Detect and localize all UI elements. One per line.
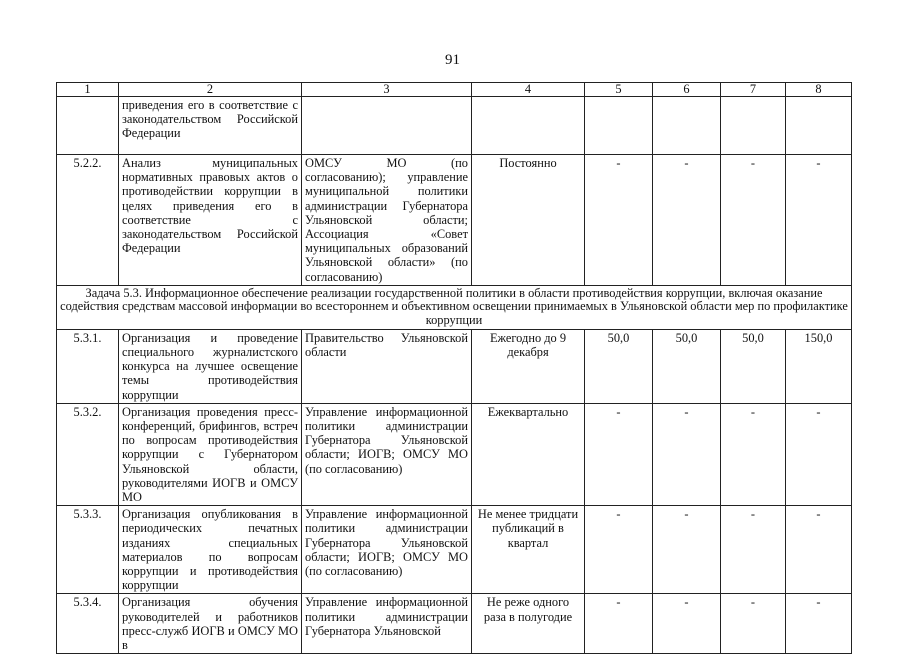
row-c7: - xyxy=(721,403,786,505)
row-executor: Правительство Ульяновской области xyxy=(302,329,472,403)
table-row xyxy=(57,506,852,594)
task-heading: Задача 5.3. Информационное обеспечение реализации государственной политики в области противодействия коррупции, включая оказание содействия средствам массовой информации во всестороннем и объективном освещении принимаемых в Ульяновской области мер по профилактике коррупции xyxy=(57,285,852,329)
task-row xyxy=(57,285,852,329)
page-number: 91 xyxy=(445,52,460,68)
row-number: 5.3.3. xyxy=(57,506,119,594)
row-number: 5.2.2. xyxy=(57,155,119,286)
header-cell: 8 xyxy=(786,83,852,97)
row-term: Не менее тридцати публикаций в квартал xyxy=(472,506,585,594)
row-action: приведения его в соответствие с законодательством Российской Федерации xyxy=(119,97,302,155)
row-c6: - xyxy=(653,155,721,286)
row-term: Постоянно xyxy=(472,155,585,286)
row-action: Анализ муниципальных нормативных правовых актов о противодействии коррупции в целях приведения его в соответствие с законодательством Российской Федерации xyxy=(119,155,302,286)
header-cell: 1 xyxy=(57,83,119,97)
measures-table xyxy=(56,82,852,654)
row-executor: Управление информационной политики администрации Губернатора Ульяновской области; ИОГВ; ОМСУ МО (по согласованию) xyxy=(302,403,472,505)
row-executor xyxy=(302,97,472,155)
row-c6: 50,0 xyxy=(653,329,721,403)
row-c7: - xyxy=(721,594,786,654)
row-term: Не реже одного раза в полугодие xyxy=(472,594,585,654)
row-action: Организация проведения пресс-конференций, брифингов, встреч по вопросам противодействия коррупции с Губернатором Ульяновской области, руководителями ИОГВ и ОМСУ МО xyxy=(119,403,302,505)
row-c7: 50,0 xyxy=(721,329,786,403)
row-c5: - xyxy=(585,155,653,286)
row-c5: 50,0 xyxy=(585,329,653,403)
row-c6: - xyxy=(653,506,721,594)
row-c8: - xyxy=(786,155,852,286)
row-c6 xyxy=(653,97,721,155)
row-c5 xyxy=(585,97,653,155)
row-c7: - xyxy=(721,155,786,286)
row-number: 5.3.1. xyxy=(57,329,119,403)
table-row xyxy=(57,329,852,403)
row-number xyxy=(57,97,119,155)
table-row xyxy=(57,155,852,286)
header-cell: 2 xyxy=(119,83,302,97)
row-action: Организация опубликования в периодических печатных изданиях специальных материалов по вопросам коррупции и противодействия коррупции xyxy=(119,506,302,594)
header-cell: 4 xyxy=(472,83,585,97)
row-term: Ежеквартально xyxy=(472,403,585,505)
row-c5: - xyxy=(585,506,653,594)
header-cell: 5 xyxy=(585,83,653,97)
continuation-row xyxy=(57,97,852,155)
row-executor: Управление информационной политики администрации Губернатора Ульяновской xyxy=(302,594,472,654)
row-action: Организация и проведение специального журналистского конкурса на лучшее освещение темы противодействия коррупции xyxy=(119,329,302,403)
header-cell: 7 xyxy=(721,83,786,97)
table-row xyxy=(57,594,852,654)
row-c7 xyxy=(721,97,786,155)
table-row xyxy=(57,403,852,505)
row-number: 5.3.2. xyxy=(57,403,119,505)
row-c8: - xyxy=(786,594,852,654)
header-cell: 3 xyxy=(302,83,472,97)
row-c7: - xyxy=(721,506,786,594)
column-number-header xyxy=(57,83,852,97)
row-c8: 150,0 xyxy=(786,329,852,403)
header-cell: 6 xyxy=(653,83,721,97)
row-c8 xyxy=(786,97,852,155)
row-c6: - xyxy=(653,403,721,505)
row-action: Организация обучения руководителей и работников пресс-служб ИОГВ и ОМСУ МО в xyxy=(119,594,302,654)
row-term xyxy=(472,97,585,155)
row-c5: - xyxy=(585,403,653,505)
row-executor: Управление информационной политики администрации Губернатора Ульяновской области; ИОГВ; ОМСУ МО (по согласованию) xyxy=(302,506,472,594)
row-executor: ОМСУ МО (по согласованию); управление муниципальной политики администрации Губернатора Ульяновской области; Ассоциация «Совет муниципальных образований Ульяновской области» (по согласованию) xyxy=(302,155,472,286)
row-c6: - xyxy=(653,594,721,654)
row-c8: - xyxy=(786,506,852,594)
row-c8: - xyxy=(786,403,852,505)
row-number: 5.3.4. xyxy=(57,594,119,654)
row-c5: - xyxy=(585,594,653,654)
row-term: Ежегодно до 9 декабря xyxy=(472,329,585,403)
